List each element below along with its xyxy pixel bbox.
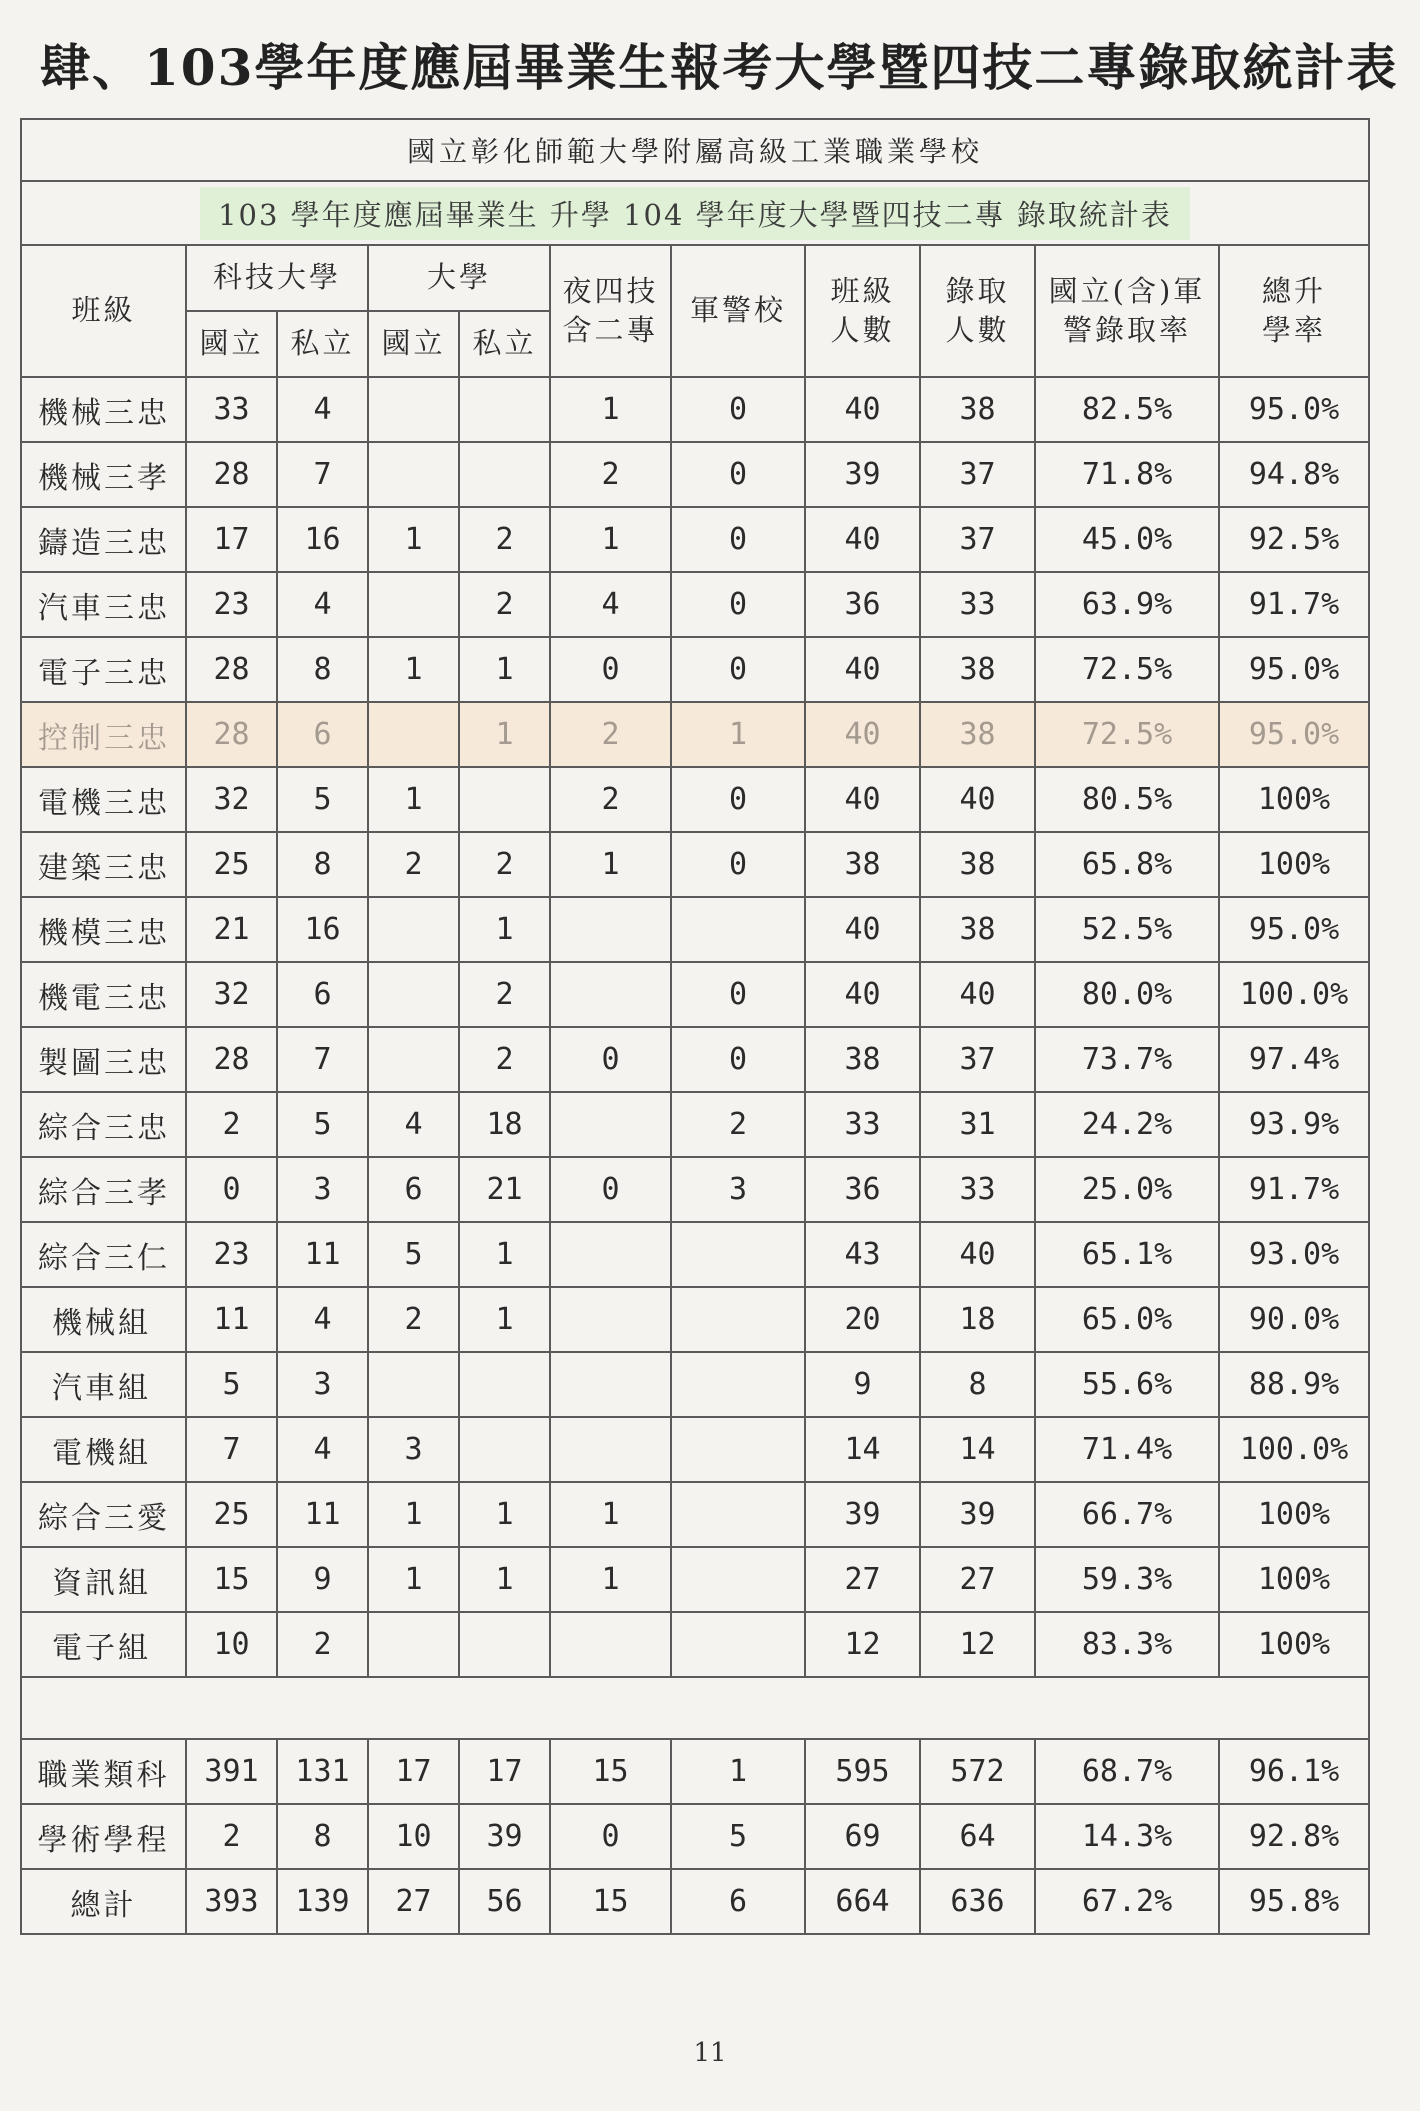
table-row bbox=[21, 1157, 1369, 1222]
cell-univ-pri: 1 bbox=[459, 702, 550, 767]
cell-tech-pub: 32 bbox=[186, 767, 277, 832]
header-univ: 大學 bbox=[368, 245, 550, 311]
cell-tech-pri: 4 bbox=[277, 572, 368, 637]
cell-admit: 64 bbox=[920, 1804, 1035, 1869]
cell-tech-pub: 7 bbox=[186, 1417, 277, 1482]
cell-total-rate: 91.7% bbox=[1219, 572, 1369, 637]
cell-night: 15 bbox=[550, 1869, 671, 1934]
cell-night: 0 bbox=[550, 1027, 671, 1092]
cell-size: 40 bbox=[805, 767, 920, 832]
cell-tech-pub: 28 bbox=[186, 1027, 277, 1092]
cell-tech-pub: 23 bbox=[186, 572, 277, 637]
cell-night bbox=[550, 1222, 671, 1287]
table-row bbox=[21, 832, 1369, 897]
cell-total-rate: 93.9% bbox=[1219, 1092, 1369, 1157]
cell-tech-pri: 3 bbox=[277, 1352, 368, 1417]
cell-admit: 18 bbox=[920, 1287, 1035, 1352]
row-label: 職業類科 bbox=[21, 1739, 186, 1804]
cell-mil bbox=[671, 1547, 805, 1612]
cell-univ-pri: 2 bbox=[459, 962, 550, 1027]
cell-total-rate: 92.5% bbox=[1219, 507, 1369, 572]
cell-univ-pub: 10 bbox=[368, 1804, 459, 1869]
cell-size: 664 bbox=[805, 1869, 920, 1934]
cell-tech-pri: 5 bbox=[277, 767, 368, 832]
cell-night bbox=[550, 1352, 671, 1417]
cell-size: 20 bbox=[805, 1287, 920, 1352]
cell-univ-pri bbox=[459, 767, 550, 832]
cell-univ-pub bbox=[368, 702, 459, 767]
cell-total-rate: 95.0% bbox=[1219, 702, 1369, 767]
table-row bbox=[21, 1417, 1369, 1482]
cell-univ-pri: 2 bbox=[459, 572, 550, 637]
cell-tech-pri: 16 bbox=[277, 507, 368, 572]
cell-mil: 0 bbox=[671, 962, 805, 1027]
cell-size: 9 bbox=[805, 1352, 920, 1417]
cell-mil: 0 bbox=[671, 832, 805, 897]
cell-admit: 37 bbox=[920, 507, 1035, 572]
cell-univ-pri: 2 bbox=[459, 507, 550, 572]
cell-size: 33 bbox=[805, 1092, 920, 1157]
cell-univ-pri: 56 bbox=[459, 1869, 550, 1934]
cell-tech-pri: 5 bbox=[277, 1092, 368, 1157]
table-row bbox=[21, 702, 1369, 767]
cell-size: 12 bbox=[805, 1612, 920, 1677]
cell-univ-pub: 1 bbox=[368, 1482, 459, 1547]
cell-univ-pri: 21 bbox=[459, 1157, 550, 1222]
row-label: 機械三忠 bbox=[21, 377, 186, 442]
cell-univ-pub: 4 bbox=[368, 1092, 459, 1157]
cell-night: 2 bbox=[550, 767, 671, 832]
cell-tech-pub: 21 bbox=[186, 897, 277, 962]
cell-admit: 38 bbox=[920, 897, 1035, 962]
cell-size: 595 bbox=[805, 1739, 920, 1804]
cell-night: 0 bbox=[550, 637, 671, 702]
cell-admit: 38 bbox=[920, 702, 1035, 767]
row-label: 控制三忠 bbox=[21, 702, 186, 767]
cell-size: 40 bbox=[805, 377, 920, 442]
cell-univ-pri bbox=[459, 1417, 550, 1482]
page-number: 11 bbox=[693, 2038, 727, 2068]
cell-univ-pub: 1 bbox=[368, 637, 459, 702]
cell-univ-pub: 2 bbox=[368, 832, 459, 897]
cell-pub-rate: 73.7% bbox=[1035, 1027, 1219, 1092]
cell-pub-rate: 14.3% bbox=[1035, 1804, 1219, 1869]
cell-tech-pri: 8 bbox=[277, 1804, 368, 1869]
cell-total-rate: 100.0% bbox=[1219, 962, 1369, 1027]
cell-tech-pub: 5 bbox=[186, 1352, 277, 1417]
cell-night: 1 bbox=[550, 377, 671, 442]
cell-pub-rate: 55.6% bbox=[1035, 1352, 1219, 1417]
cell-night: 0 bbox=[550, 1157, 671, 1222]
cell-tech-pri: 4 bbox=[277, 1287, 368, 1352]
cell-univ-pri: 1 bbox=[459, 897, 550, 962]
cell-univ-pub: 17 bbox=[368, 1739, 459, 1804]
row-label: 汽車組 bbox=[21, 1352, 186, 1417]
cell-total-rate: 100% bbox=[1219, 832, 1369, 897]
cell-univ-pub bbox=[368, 962, 459, 1027]
cell-admit: 38 bbox=[920, 832, 1035, 897]
cell-admit: 39 bbox=[920, 1482, 1035, 1547]
cell-night bbox=[550, 1287, 671, 1352]
cell-total-rate: 95.8% bbox=[1219, 1869, 1369, 1934]
cell-admit: 8 bbox=[920, 1352, 1035, 1417]
cell-univ-pub: 1 bbox=[368, 1547, 459, 1612]
cell-univ-pri bbox=[459, 377, 550, 442]
cell-pub-rate: 25.0% bbox=[1035, 1157, 1219, 1222]
cell-pub-rate: 65.1% bbox=[1035, 1222, 1219, 1287]
spacer-row bbox=[21, 1677, 1369, 1739]
cell-admit: 27 bbox=[920, 1547, 1035, 1612]
cell-pub-rate: 67.2% bbox=[1035, 1869, 1219, 1934]
cell-total-rate: 90.0% bbox=[1219, 1287, 1369, 1352]
row-label: 機械組 bbox=[21, 1287, 186, 1352]
cell-pub-rate: 80.0% bbox=[1035, 962, 1219, 1027]
cell-tech-pri: 7 bbox=[277, 1027, 368, 1092]
cell-univ-pub: 6 bbox=[368, 1157, 459, 1222]
cell-mil: 6 bbox=[671, 1869, 805, 1934]
cell-univ-pri: 1 bbox=[459, 1222, 550, 1287]
cell-total-rate: 92.8% bbox=[1219, 1804, 1369, 1869]
cell-total-rate: 91.7% bbox=[1219, 1157, 1369, 1222]
cell-mil: 5 bbox=[671, 1804, 805, 1869]
table-row bbox=[21, 1222, 1369, 1287]
page-title: 肆、103學年度應屆畢業生報考大學暨四技二專錄取統計表 bbox=[40, 38, 1399, 97]
row-label: 電機三忠 bbox=[21, 767, 186, 832]
cell-size: 40 bbox=[805, 897, 920, 962]
cell-night bbox=[550, 962, 671, 1027]
cell-univ-pri: 2 bbox=[459, 1027, 550, 1092]
table-row bbox=[21, 1547, 1369, 1612]
header-admitted: 錄取 人數 bbox=[920, 245, 1035, 377]
cell-tech-pub: 28 bbox=[186, 702, 277, 767]
cell-mil: 1 bbox=[671, 702, 805, 767]
cell-univ-pri: 39 bbox=[459, 1804, 550, 1869]
cell-tech-pub: 393 bbox=[186, 1869, 277, 1934]
cell-mil: 0 bbox=[671, 507, 805, 572]
total-row bbox=[21, 1739, 1369, 1804]
table-row bbox=[21, 897, 1369, 962]
cell-night bbox=[550, 1092, 671, 1157]
cell-admit: 38 bbox=[920, 377, 1035, 442]
cell-tech-pub: 33 bbox=[186, 377, 277, 442]
cell-size: 36 bbox=[805, 1157, 920, 1222]
cell-total-rate: 95.0% bbox=[1219, 637, 1369, 702]
cell-univ-pri bbox=[459, 1352, 550, 1417]
cell-univ-pri: 18 bbox=[459, 1092, 550, 1157]
table-row bbox=[21, 637, 1369, 702]
cell-admit: 40 bbox=[920, 1222, 1035, 1287]
header-night: 夜四技 含二專 bbox=[550, 245, 671, 377]
cell-night: 0 bbox=[550, 1804, 671, 1869]
school-name: 國立彰化師範大學附屬高級工業職業學校 bbox=[21, 119, 1369, 181]
cell-univ-pub: 2 bbox=[368, 1287, 459, 1352]
cell-tech-pub: 23 bbox=[186, 1222, 277, 1287]
table-row bbox=[21, 962, 1369, 1027]
cell-mil bbox=[671, 1612, 805, 1677]
row-label: 電機組 bbox=[21, 1417, 186, 1482]
cell-tech-pri: 11 bbox=[277, 1222, 368, 1287]
cell-tech-pri: 16 bbox=[277, 897, 368, 962]
cell-tech-pri: 139 bbox=[277, 1869, 368, 1934]
cell-size: 40 bbox=[805, 702, 920, 767]
header-univ-public: 國立 bbox=[368, 311, 459, 377]
row-label: 製圖三忠 bbox=[21, 1027, 186, 1092]
cell-admit: 33 bbox=[920, 572, 1035, 637]
cell-pub-rate: 66.7% bbox=[1035, 1482, 1219, 1547]
cell-admit: 12 bbox=[920, 1612, 1035, 1677]
cell-tech-pri: 9 bbox=[277, 1547, 368, 1612]
cell-total-rate: 95.0% bbox=[1219, 377, 1369, 442]
row-label: 綜合三仁 bbox=[21, 1222, 186, 1287]
cell-univ-pri: 17 bbox=[459, 1739, 550, 1804]
cell-pub-rate: 71.4% bbox=[1035, 1417, 1219, 1482]
cell-total-rate: 93.0% bbox=[1219, 1222, 1369, 1287]
admission-stats-table bbox=[20, 118, 1370, 1935]
cell-night bbox=[550, 897, 671, 962]
header-total-rate: 總升 學率 bbox=[1219, 245, 1369, 377]
cell-tech-pub: 25 bbox=[186, 832, 277, 897]
row-label: 綜合三愛 bbox=[21, 1482, 186, 1547]
cell-univ-pub bbox=[368, 897, 459, 962]
cell-tech-pub: 17 bbox=[186, 507, 277, 572]
cell-size: 27 bbox=[805, 1547, 920, 1612]
cell-mil: 0 bbox=[671, 377, 805, 442]
row-label: 學術學程 bbox=[21, 1804, 186, 1869]
cell-univ-pub bbox=[368, 1352, 459, 1417]
row-label: 建築三忠 bbox=[21, 832, 186, 897]
cell-tech-pri: 4 bbox=[277, 377, 368, 442]
cell-size: 14 bbox=[805, 1417, 920, 1482]
table-subtitle: 103 學年度應屆畢業生 升學 104 學年度大學暨四技二專 錄取統計表 bbox=[200, 187, 1190, 240]
cell-night bbox=[550, 1612, 671, 1677]
cell-univ-pri: 1 bbox=[459, 1287, 550, 1352]
cell-univ-pub bbox=[368, 1027, 459, 1092]
row-label: 資訊組 bbox=[21, 1547, 186, 1612]
cell-night: 1 bbox=[550, 832, 671, 897]
cell-pub-rate: 72.5% bbox=[1035, 637, 1219, 702]
cell-pub-rate: 72.5% bbox=[1035, 702, 1219, 767]
cell-size: 36 bbox=[805, 572, 920, 637]
row-label: 汽車三忠 bbox=[21, 572, 186, 637]
cell-total-rate: 88.9% bbox=[1219, 1352, 1369, 1417]
header-univ-private: 私立 bbox=[459, 311, 550, 377]
cell-pub-rate: 45.0% bbox=[1035, 507, 1219, 572]
row-label: 電子組 bbox=[21, 1612, 186, 1677]
row-label: 綜合三忠 bbox=[21, 1092, 186, 1157]
cell-total-rate: 94.8% bbox=[1219, 442, 1369, 507]
cell-admit: 14 bbox=[920, 1417, 1035, 1482]
cell-night: 1 bbox=[550, 507, 671, 572]
table-row bbox=[21, 1092, 1369, 1157]
cell-tech-pri: 7 bbox=[277, 442, 368, 507]
cell-total-rate: 100% bbox=[1219, 767, 1369, 832]
cell-admit: 38 bbox=[920, 637, 1035, 702]
table-row bbox=[21, 1612, 1369, 1677]
cell-night: 1 bbox=[550, 1547, 671, 1612]
cell-pub-rate: 65.0% bbox=[1035, 1287, 1219, 1352]
table-row bbox=[21, 1287, 1369, 1352]
cell-pub-rate: 63.9% bbox=[1035, 572, 1219, 637]
spacer-cell bbox=[21, 1677, 1369, 1739]
header-military: 軍警校 bbox=[671, 245, 805, 377]
cell-univ-pub: 27 bbox=[368, 1869, 459, 1934]
row-label: 機電三忠 bbox=[21, 962, 186, 1027]
cell-mil bbox=[671, 1287, 805, 1352]
cell-size: 40 bbox=[805, 962, 920, 1027]
cell-pub-rate: 24.2% bbox=[1035, 1092, 1219, 1157]
cell-mil: 0 bbox=[671, 572, 805, 637]
cell-tech-pub: 11 bbox=[186, 1287, 277, 1352]
cell-admit: 33 bbox=[920, 1157, 1035, 1222]
cell-univ-pub bbox=[368, 377, 459, 442]
cell-mil: 0 bbox=[671, 637, 805, 702]
cell-pub-rate: 52.5% bbox=[1035, 897, 1219, 962]
row-label: 綜合三孝 bbox=[21, 1157, 186, 1222]
cell-mil: 0 bbox=[671, 442, 805, 507]
cell-univ-pri bbox=[459, 1612, 550, 1677]
cell-size: 40 bbox=[805, 637, 920, 702]
total-row bbox=[21, 1869, 1369, 1934]
cell-univ-pub: 1 bbox=[368, 767, 459, 832]
cell-pub-rate: 65.8% bbox=[1035, 832, 1219, 897]
cell-mil bbox=[671, 1352, 805, 1417]
cell-size: 39 bbox=[805, 1482, 920, 1547]
table-subtitle-cell bbox=[21, 181, 1369, 245]
cell-total-rate: 95.0% bbox=[1219, 897, 1369, 962]
cell-mil: 3 bbox=[671, 1157, 805, 1222]
cell-night: 2 bbox=[550, 442, 671, 507]
cell-univ-pub: 1 bbox=[368, 507, 459, 572]
cell-tech-pri: 6 bbox=[277, 702, 368, 767]
cell-tech-pri: 8 bbox=[277, 832, 368, 897]
cell-tech-pri: 6 bbox=[277, 962, 368, 1027]
cell-size: 40 bbox=[805, 507, 920, 572]
cell-tech-pub: 15 bbox=[186, 1547, 277, 1612]
header-tech-private: 私立 bbox=[277, 311, 368, 377]
cell-mil: 2 bbox=[671, 1092, 805, 1157]
cell-night: 1 bbox=[550, 1482, 671, 1547]
cell-tech-pub: 32 bbox=[186, 962, 277, 1027]
cell-tech-pub: 0 bbox=[186, 1157, 277, 1222]
table-row bbox=[21, 1482, 1369, 1547]
cell-size: 38 bbox=[805, 1027, 920, 1092]
cell-univ-pub bbox=[368, 572, 459, 637]
cell-pub-rate: 68.7% bbox=[1035, 1739, 1219, 1804]
cell-tech-pub: 28 bbox=[186, 637, 277, 702]
cell-pub-rate: 83.3% bbox=[1035, 1612, 1219, 1677]
cell-tech-pri: 131 bbox=[277, 1739, 368, 1804]
cell-pub-rate: 59.3% bbox=[1035, 1547, 1219, 1612]
cell-total-rate: 100% bbox=[1219, 1482, 1369, 1547]
cell-tech-pri: 3 bbox=[277, 1157, 368, 1222]
cell-admit: 636 bbox=[920, 1869, 1035, 1934]
cell-admit: 37 bbox=[920, 442, 1035, 507]
cell-total-rate: 100.0% bbox=[1219, 1417, 1369, 1482]
cell-total-rate: 97.4% bbox=[1219, 1027, 1369, 1092]
header-class: 班級 bbox=[21, 245, 186, 377]
cell-admit: 37 bbox=[920, 1027, 1035, 1092]
cell-mil: 0 bbox=[671, 767, 805, 832]
cell-mil bbox=[671, 897, 805, 962]
cell-mil bbox=[671, 1417, 805, 1482]
cell-univ-pri bbox=[459, 442, 550, 507]
cell-pub-rate: 71.8% bbox=[1035, 442, 1219, 507]
cell-night: 4 bbox=[550, 572, 671, 637]
header-tech-public: 國立 bbox=[186, 311, 277, 377]
cell-size: 43 bbox=[805, 1222, 920, 1287]
cell-pub-rate: 82.5% bbox=[1035, 377, 1219, 442]
cell-pub-rate: 80.5% bbox=[1035, 767, 1219, 832]
cell-size: 39 bbox=[805, 442, 920, 507]
cell-admit: 31 bbox=[920, 1092, 1035, 1157]
cell-tech-pri: 8 bbox=[277, 637, 368, 702]
cell-univ-pub bbox=[368, 1612, 459, 1677]
cell-mil bbox=[671, 1482, 805, 1547]
header-class-size: 班級 人數 bbox=[805, 245, 920, 377]
cell-tech-pub: 391 bbox=[186, 1739, 277, 1804]
row-label: 鑄造三忠 bbox=[21, 507, 186, 572]
cell-univ-pri: 2 bbox=[459, 832, 550, 897]
table-row bbox=[21, 377, 1369, 442]
cell-tech-pub: 2 bbox=[186, 1804, 277, 1869]
cell-total-rate: 100% bbox=[1219, 1547, 1369, 1612]
cell-univ-pub: 3 bbox=[368, 1417, 459, 1482]
table-row bbox=[21, 1027, 1369, 1092]
cell-night: 2 bbox=[550, 702, 671, 767]
cell-univ-pri: 1 bbox=[459, 637, 550, 702]
cell-tech-pri: 4 bbox=[277, 1417, 368, 1482]
cell-tech-pub: 25 bbox=[186, 1482, 277, 1547]
cell-univ-pri: 1 bbox=[459, 1482, 550, 1547]
row-label: 總計 bbox=[21, 1869, 186, 1934]
cell-size: 69 bbox=[805, 1804, 920, 1869]
total-row bbox=[21, 1804, 1369, 1869]
cell-night: 15 bbox=[550, 1739, 671, 1804]
cell-tech-pri: 11 bbox=[277, 1482, 368, 1547]
cell-mil: 1 bbox=[671, 1739, 805, 1804]
header-tech-univ: 科技大學 bbox=[186, 245, 368, 311]
cell-night bbox=[550, 1417, 671, 1482]
row-label: 機模三忠 bbox=[21, 897, 186, 962]
cell-univ-pub: 5 bbox=[368, 1222, 459, 1287]
cell-mil bbox=[671, 1222, 805, 1287]
cell-admit: 572 bbox=[920, 1739, 1035, 1804]
row-label: 電子三忠 bbox=[21, 637, 186, 702]
cell-total-rate: 96.1% bbox=[1219, 1739, 1369, 1804]
cell-univ-pri: 1 bbox=[459, 1547, 550, 1612]
cell-mil: 0 bbox=[671, 1027, 805, 1092]
table-row bbox=[21, 442, 1369, 507]
cell-tech-pub: 28 bbox=[186, 442, 277, 507]
cell-tech-pri: 2 bbox=[277, 1612, 368, 1677]
table-row bbox=[21, 767, 1369, 832]
cell-univ-pub bbox=[368, 442, 459, 507]
cell-tech-pub: 10 bbox=[186, 1612, 277, 1677]
cell-total-rate: 100% bbox=[1219, 1612, 1369, 1677]
cell-admit: 40 bbox=[920, 962, 1035, 1027]
table-row bbox=[21, 572, 1369, 637]
header-public-rate: 國立(含)軍 警錄取率 bbox=[1035, 245, 1219, 377]
table-row bbox=[21, 1352, 1369, 1417]
cell-tech-pub: 2 bbox=[186, 1092, 277, 1157]
table-row bbox=[21, 507, 1369, 572]
row-label: 機械三孝 bbox=[21, 442, 186, 507]
cell-size: 38 bbox=[805, 832, 920, 897]
cell-admit: 40 bbox=[920, 767, 1035, 832]
